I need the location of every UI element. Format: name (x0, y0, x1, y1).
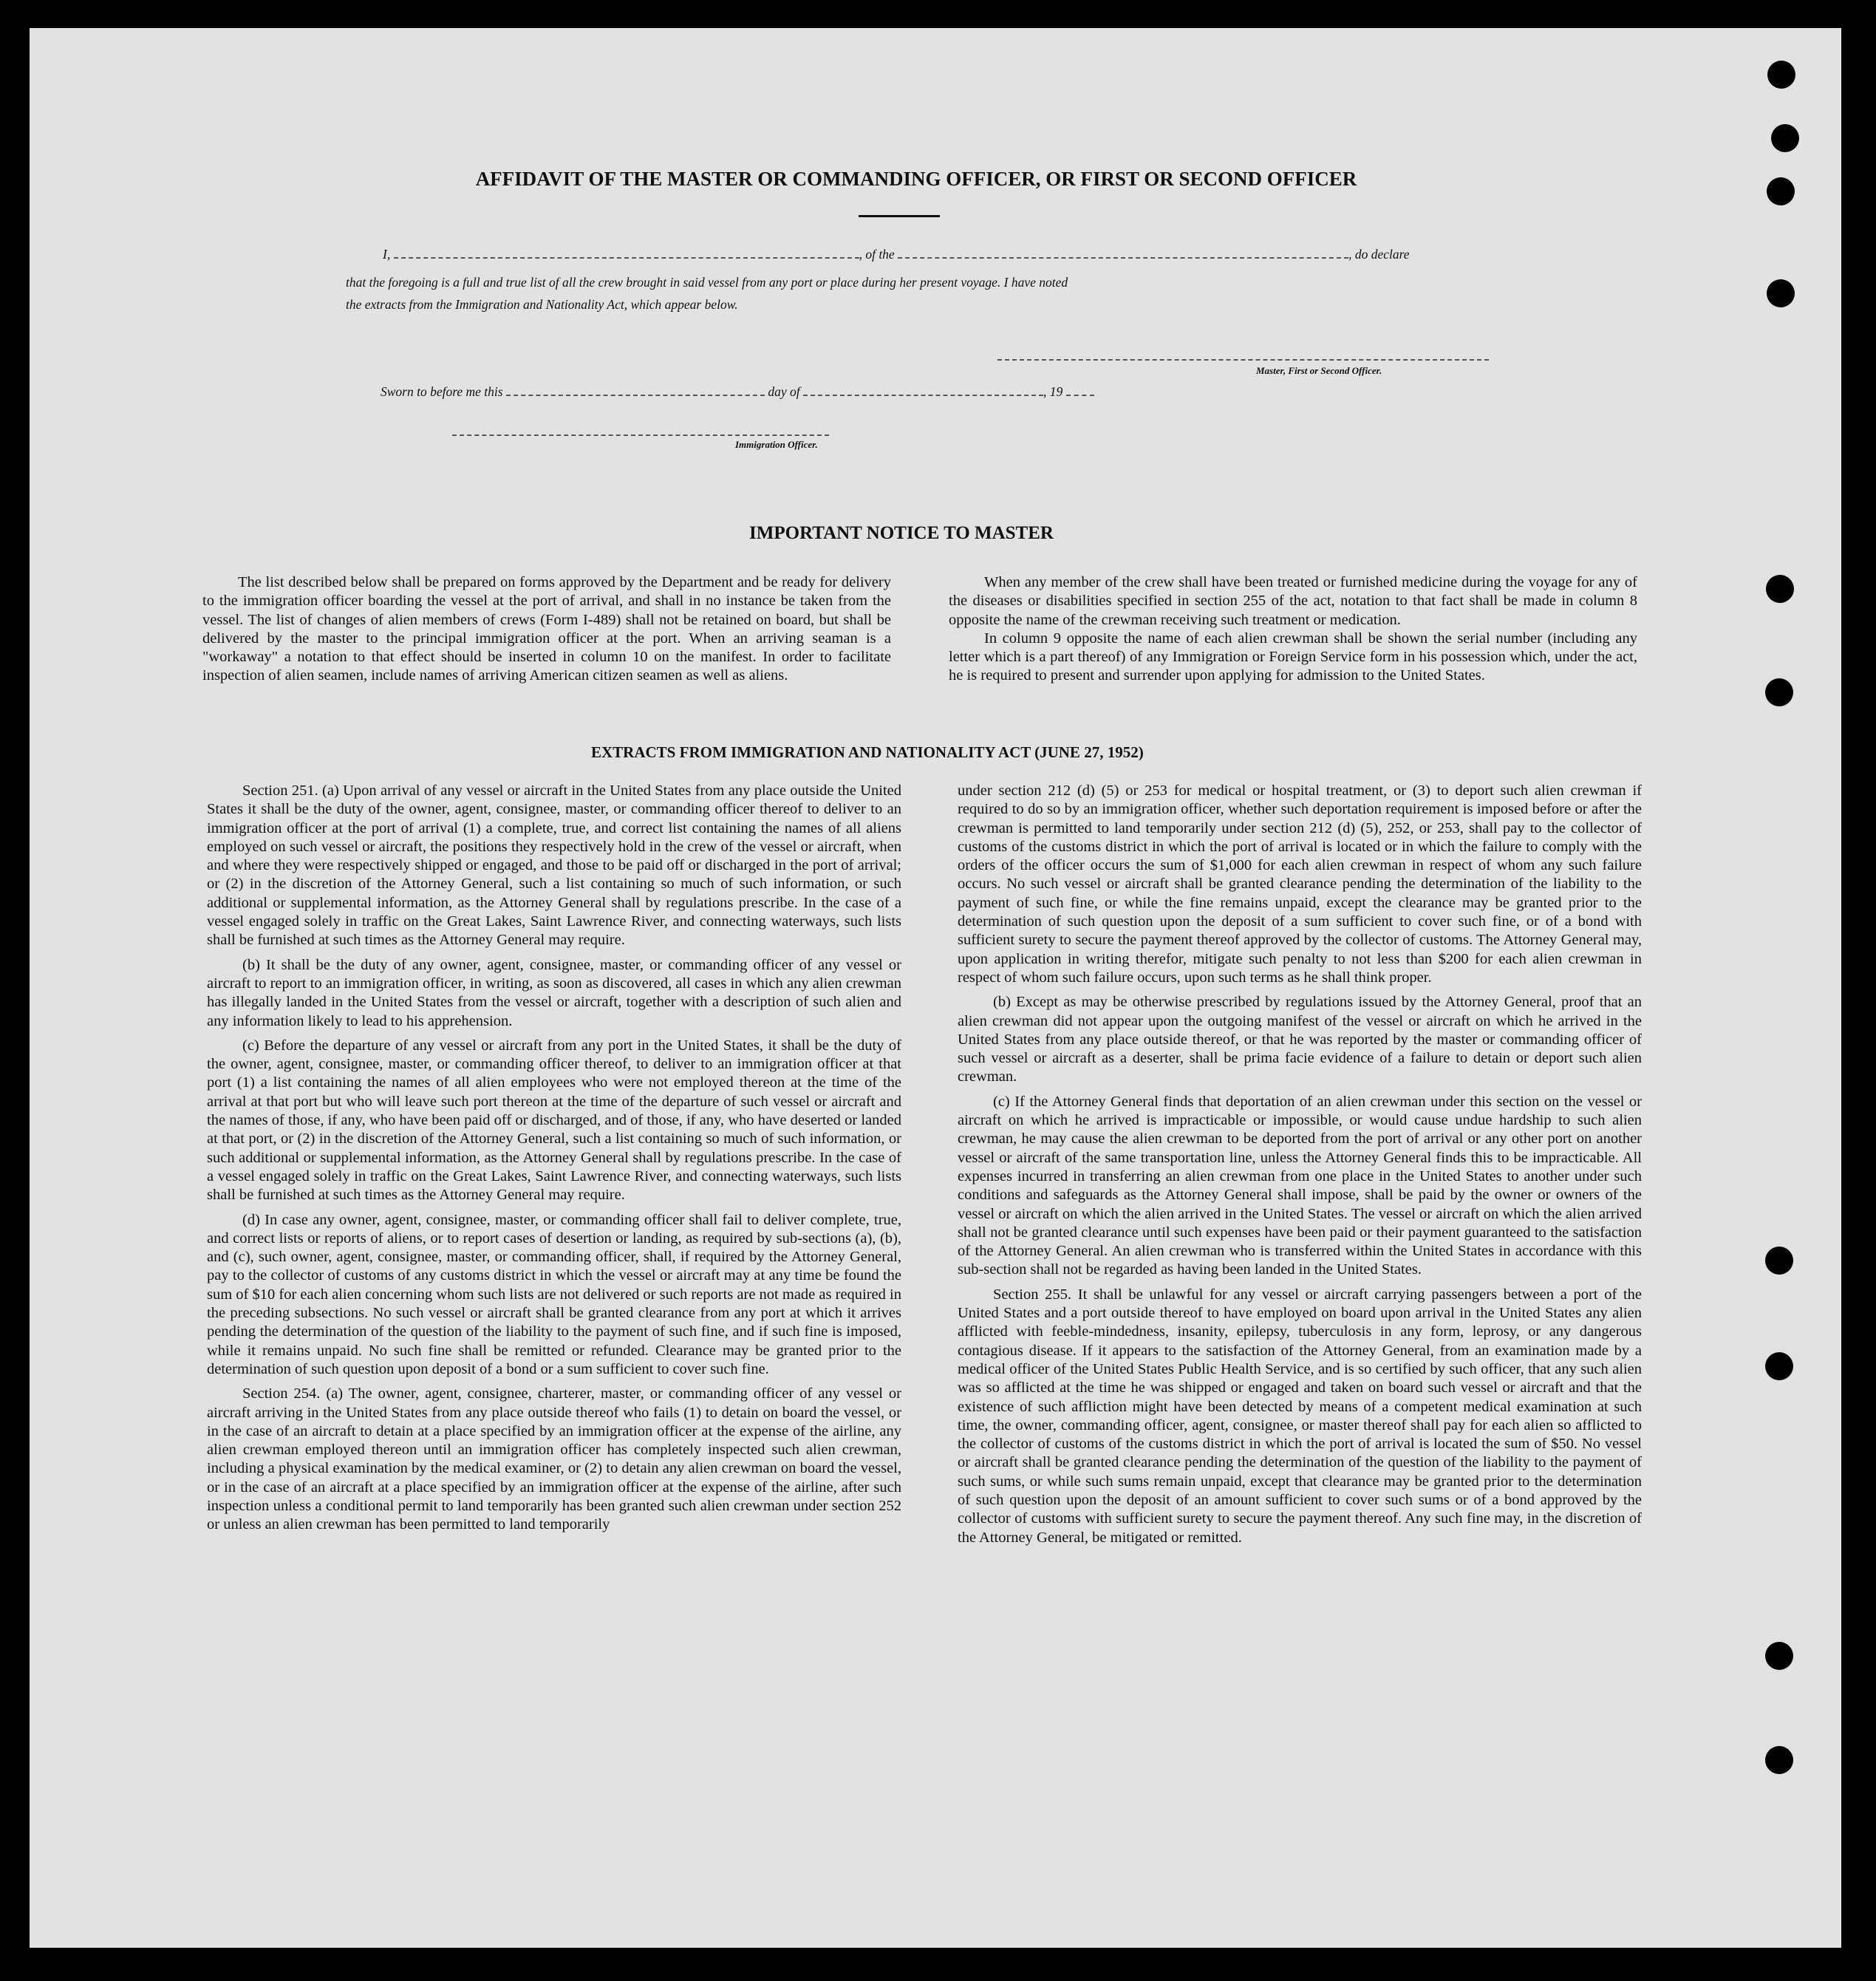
extract-paragraph: (d) In case any owner, agent, consignee, master, or commanding officer shall fail to deliver complete, true, and correct lists or reports of aliens, or to report cases of desertion or landing, as required by sub-sections (a), (b), and (c), such owner, agent, consignee, master, or commanding officer, shall, if required by the Attorney General, pay to the collector of customs of any customs district in which the vessel or aircraft may at any time be found the sum of $10 for each alien concerning whom such lists are not delivered or such reports are not made as required in the preceding subsections. No such vessel or aircraft shall be granted clearance from any port at which it arrives pending the determination of the question of the liability to the payment of such fine, and if such fine is imposed, while it remains unpaid. No such fine shall be remitted or refunded. Clearance may be granted prior to the determination of such question upon deposit of a bond or a sum sufficient to cover such fine. (207, 1211, 901, 1377)
declaration-line (383, 247, 1410, 262)
notice-right-column (949, 573, 1637, 692)
vessel-field[interactable] (898, 256, 1348, 259)
label-sworn: Sworn to before me this (381, 384, 503, 399)
label-i: I, (383, 247, 391, 262)
extract-paragraph: (c) Before the departure of any vessel or aircraft from any port in the United States, it shall be the duty of the owner, agent, consignee, master, or commanding officer thereof, to deliver to an immigration officer at that port (1) a list containing the names of all alien employees who were not employed thereon at the time of the arrival at that port but who will leave such port thereon at the time of the departure of such vessel or aircraft and the names of those, if any, who have been paid off or discharged, and of those, if any, who have deserted or landed at that port, or (2) in the discretion of the Attorney General, such a list containing so much of such information, or such additional or supplemental information, as the Attorney General shall by regulations prescribe. In the case of a vessel engaged solely in traffic on the Great Lakes, Saint Lawrence River, and connecting waterways, such lists shall be furnished at such times as the Attorney General may require. (207, 1037, 901, 1204)
extract-paragraph: (c) If the Attorney General finds that deportation of an alien crewman under this section on the vessel or aircraft on which he arrived is impracticable or impossible, or would cause undue hardship to such alien crewman, he may cause the alien crewman to be deported from the port of arrival or any other port on another vessel or aircraft of the same transportation line, unless the Attorney General finds this to be impracticable. All expenses incurred in transferring an alien crewman from one place in the United States to another under such conditions and safeguards as the Attorney General shall impose, shall be paid by the owner or owners of the vessel or aircraft on which the alien arrived in the United States. The vessel or aircraft on which the alien arrived shall not be granted clearance until such expenses have been paid or their payment guaranteed to the satisfaction of the Attorney General. An alien crewman who is transferred within the United States in accordance with this sub-section shall not be regarded as having been landed in the United States. (958, 1093, 1642, 1278)
master-signature-line[interactable] (997, 358, 1489, 361)
punch-hole (1765, 1247, 1793, 1275)
sworn-day-field[interactable] (506, 394, 765, 396)
affidavit-title: AFFIDAVIT OF THE MASTER OR COMMANDING OFFICER, OR FIRST OR SECOND OFFICER (475, 168, 1357, 190)
extract-paragraph: Section 255. It shall be unlawful for any vessel or aircraft carrying passengers between a port of the United States and a port outside thereof to have employed on board upon arrival in the United States any alien afflicted with feeble-mindedness, insanity, epilepsy, tuberculosis in any form, leprosy, or any dangerous contagious disease. If it appears to the satisfaction of the Attorney General, from an examination made by a medical officer of the United States Public Health Service, and is so certified by such officer, that any such alien was so afflicted at the time he was shipped or engaged and taken on board such vessel or aircraft and that the existence of such affliction might have been detected by means of a competent medical examination at such time, the owner, commanding officer, agent, consignee, or master thereof shall pay for each alien so afflicted to the collector of customs of the customs district in which the port of arrival is located the sum of $50. No vessel or aircraft shall be granted clearance pending the determination of the question of the liability to the payment of such sums, or while such sums remain unpaid, except that clearance may be granted prior to the determination of such question upon the deposit of an amount sufficient to cover such sums or of a bond approved by the collector of customs with sufficient surety to secure the payment thereof. Any such fine may, in the discretion of the Attorney General, be mitigated or remitted. (958, 1286, 1642, 1546)
sworn-month-field[interactable] (803, 394, 1043, 396)
notice-left-paragraph: The list described below shall be prepared on forms approved by the Department and be ready for delivery to the immigration officer boarding the vessel at the port of arrival, and shall in no instance be taken from the vessel. The list of changes of alien members of crews (Form I-489) shall not be retained on board, but shall be delivered by the master to the principal immigration officer at the port. When an arriving seaman is a "workaway" a notation to that effect should be inserted in column 10 on the manifest. In order to facilitate inspection of alien seamen, include names of arriving American citizen seamen as well as aliens. (202, 574, 891, 684)
punch-hole (1765, 1746, 1793, 1774)
extract-paragraph: (b) Except as may be otherwise prescribed by regulations issued by the Attorney General, proof that an alien crewman did not appear upon the outgoing manifest of the vessel or aircraft on which he arrived in the United States from any place outside thereof, or that he was reported by the master or commanding officer of such vessel or aircraft as a deserter, shall be prima facie evidence of a failure to detain or deport such alien crewman. (958, 994, 1642, 1085)
title-underline (859, 215, 940, 217)
declaration-text-line2: that the foregoing is a full and true list of all the crew brought in said vessel from any port or place during her present voyage. I have noted (346, 275, 1068, 290)
punch-hole (1767, 61, 1795, 89)
punch-hole (1767, 279, 1795, 307)
notice-right-paragraph-2: In column 9 opposite the name of each alien crewman shall be shown the serial number (including any letter which is a part thereof) of any Immigration or Foreign Service form in his possession which, under the act, he is required to present and surrender upon applying for admission to the United States. (949, 630, 1637, 684)
extract-paragraph: Section 254. (a) The owner, agent, consignee, charterer, master, or commanding officer of any vessel or aircraft arriving in the United States from any place outside thereof who fails (1) to detain on board the vessel, or in the case of an aircraft to detain at a place specified by an immigration officer at the expense of the airline, any alien crewman employed thereon until an immigration officer has completely inspected such alien crewman, including a physical examination by the medical examiner, or (2) to detain any alien crewman on board the vessel, or in the case of an aircraft at a place specified by an immigration officer at the expense of the airline, after such inspection unless a conditional permit to land temporarily has been granted such alien crewman under section 252 or unless an alien crewman has been permitted to land temporarily (207, 1385, 901, 1533)
master-signature-label: Master, First or Second Officer. (1256, 365, 1382, 376)
extracts-left-column (207, 782, 901, 1541)
extracts-right-column (958, 782, 1642, 1553)
officer-signature-label: Immigration Officer. (735, 439, 818, 450)
punch-hole (1771, 124, 1799, 152)
label-day-of: day of (768, 384, 800, 399)
notice-title: IMPORTANT NOTICE TO MASTER (749, 523, 1054, 543)
punch-hole (1765, 1352, 1793, 1380)
officer-signature-line[interactable] (452, 434, 829, 436)
label-of-the: , of the (859, 247, 895, 262)
extract-paragraph: Section 251. (a) Upon arrival of any vessel or aircraft in the United States from any place outside the United States it shall be the duty of the owner, agent, consignee, master, or commanding officer thereof to deliver to an immigration officer at the port of arrival (1) a complete, true, and correct list containing the names of all aliens employed on such vessel or aircraft, the positions they respectively hold in the crew of the vessel or aircraft, when and where they were respectively shipped or engaged, and those to be paid off or discharged in the port of arrival; or (2) in the discretion of the Attorney General, such a list containing so much of such information, or such additional or supplemental information, as the Attorney General shall by regulations prescribe. In the case of a vessel engaged solely in traffic on the Great Lakes, Saint Lawrence River, and connecting waterways, such lists shall be furnished at such times as the Attorney General may require. (207, 782, 901, 949)
punch-hole (1766, 575, 1794, 603)
label-do-declare: , do declare (1348, 247, 1410, 262)
label-year: , 19 (1043, 384, 1063, 399)
notice-left-column (202, 573, 891, 692)
extracts-title: EXTRACTS FROM IMMIGRATION AND NATIONALITY ACT (JUNE 27, 1952) (591, 743, 1144, 761)
declaration-text-line3: the extracts from the Immigration and Nationality Act, which appear below. (346, 297, 738, 312)
sworn-year-field[interactable] (1066, 394, 1094, 396)
sworn-line (381, 384, 1094, 400)
punch-hole (1767, 177, 1795, 205)
name-field[interactable] (394, 256, 859, 259)
punch-hole (1765, 678, 1793, 706)
extract-paragraph: under section 212 (d) (5) or 253 for medical or hospital treatment, or (3) to deport such alien crewman if required to do so by an immigration officer, whether such deportation requirement is imposed before or after the crewman is permitted to land temporarily under section 212 (d) (5), 252, or 253, shall pay to the collector of customs of the customs district in which the port of arrival is located or in which the failure to comply with the orders of the officer occurs the sum of $1,000 for each alien crewman in respect of whom any such failure occurs. No such vessel or aircraft shall be granted clearance pending the determination of the liability to the payment of such fine, or while the fine remains unpaid, except the clearance may be granted prior to the determination of such question upon the deposit of a sum sufficient to cover such fine, or of a bond with sufficient surety to secure the payment thereof approved by the collector of customs. The Attorney General may, upon application in writing therefor, mitigate such penalty to not less than $200 for each alien crewman in respect of whom such failure occurs, upon such terms as he shall think proper. (958, 782, 1642, 986)
extract-paragraph: (b) It shall be the duty of any owner, agent, consignee, master, or commanding officer of any vessel or aircraft to report to an immigration officer, in writing, as soon as discovered, all cases in which any alien crewman has illegally landed in the United States from the vessel or aircraft, together with a description of such alien and any information likely to lead to his apprehension. (207, 956, 901, 1029)
notice-right-paragraph-1: When any member of the crew shall have been treated or furnished medicine during the voyage for any of the diseases or disabilities specified in section 255 of the act, notation to that fact shall be made in column 8 opposite the name of the crewman receiving such treatment or medication. (949, 574, 1637, 628)
punch-hole (1765, 1642, 1793, 1670)
